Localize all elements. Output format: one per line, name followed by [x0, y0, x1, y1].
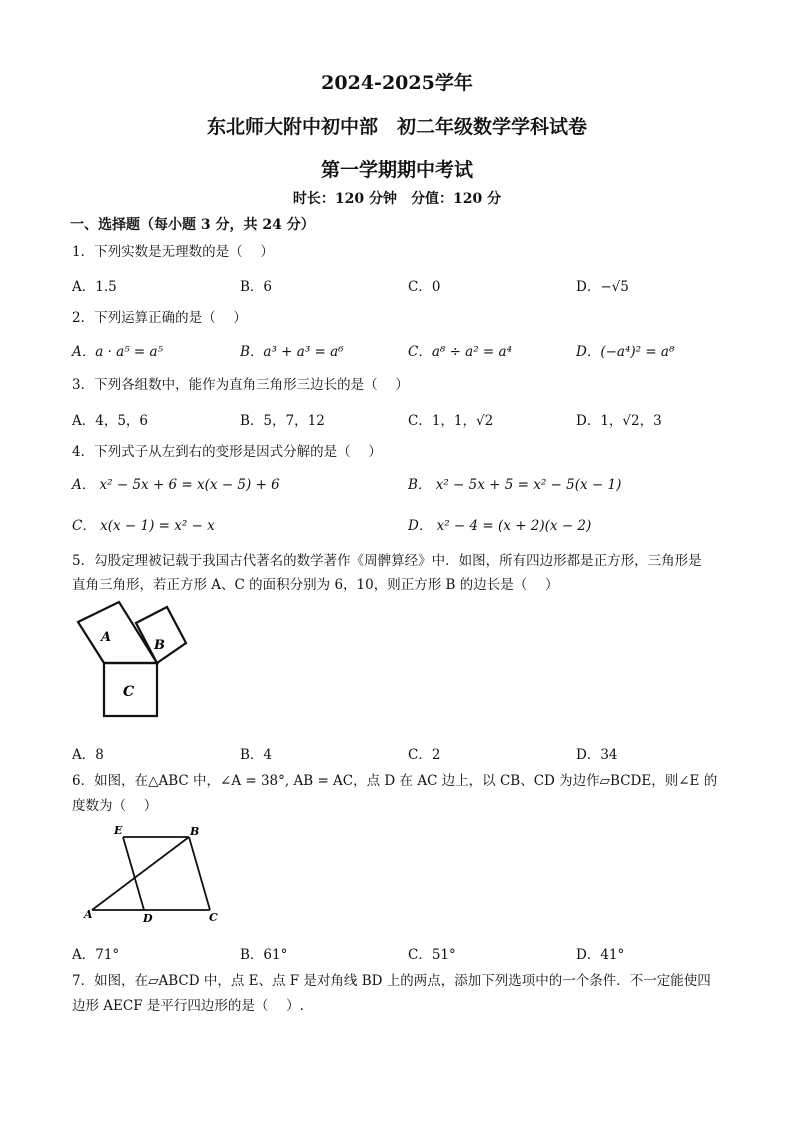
label-a: A — [84, 908, 93, 921]
q1-option-b: B．6 — [240, 279, 273, 295]
q6-option-d: D．41° — [576, 947, 625, 963]
label-e: E — [114, 824, 123, 837]
exam-meta: 时长：120 分钟 分值：120 分 — [292, 191, 502, 207]
q1-option-d: D．−√5 — [576, 279, 629, 295]
exam-title: 第一学期期中考试 — [320, 159, 473, 181]
section-heading: 一、选择题（每小题 3 分，共 24 分） — [70, 217, 315, 233]
q1-option-a: A．1.5 — [72, 279, 117, 295]
q6-parallelogram-figure — [80, 822, 230, 926]
question-6-line-2: 度数为（ ） — [72, 798, 158, 814]
segment-bc — [189, 837, 210, 910]
question-4-stem: 4．下列式子从左到右的变形是因式分解的是（ ） — [72, 444, 382, 460]
q4-option-b: B． x² − 5x + 5 = x² − 5(x − 1) — [408, 477, 622, 493]
q3-option-c: C．1，1，√2 — [408, 413, 494, 429]
label-d: D — [143, 912, 153, 925]
question-7-line-2: 边形 AECF 是平行四边形的是（ ）. — [72, 998, 304, 1014]
q6-option-c: C．51° — [408, 947, 456, 963]
question-5-line-2: 直角三角形，若正方形 A、C 的面积分别为 6，10，则正方形 B 的边长是（ ） — [72, 577, 559, 593]
label-c: C — [209, 911, 218, 924]
q1-option-c: C．0 — [408, 279, 441, 295]
q6-option-b: B．61° — [240, 947, 288, 963]
q5-option-d: D．34 — [576, 747, 618, 763]
q5-option-b: B．4 — [240, 747, 273, 763]
question-2-stem: 2．下列运算正确的是（ ） — [72, 310, 247, 326]
question-3-stem: 3．下列各组数中，能作为直角三角形三边长的是（ ） — [72, 377, 409, 393]
q4-option-d: D． x² − 4 = (x + 2)(x − 2) — [408, 518, 592, 534]
q5-option-a: A．8 — [72, 747, 104, 763]
label-b: B — [190, 825, 200, 838]
q6-option-a: A．71° — [72, 947, 120, 963]
question-5-line-1: 5．勾股定理被记载于我国古代著名的数学著作《周髀算经》中．如图，所有四边形都是正方形，三角形是 — [72, 553, 702, 569]
q5-option-c: C．2 — [408, 747, 441, 763]
label-b: B — [154, 638, 165, 653]
q2-option-c: C．a⁸ ÷ a² = a⁴ — [408, 344, 512, 360]
q3-option-d: D．1，√2，3 — [576, 413, 662, 429]
year-title: 2024-2025学年 — [321, 72, 473, 94]
q2-option-a: A．a · a⁵ = a⁵ — [72, 344, 163, 360]
question-7-line-1: 7．如图，在▱ABCD 中，点 E、点 F 是对角线 BD 上的两点，添加下列选项中的一个条件．不一定能使四 — [72, 973, 711, 989]
q3-option-a: A．4，5，6 — [72, 413, 149, 429]
label-c: C — [123, 684, 135, 700]
school-title: 东北师大附中初中部 初二年级数学学科试卷 — [206, 116, 587, 138]
q3-option-b: B．5，7，12 — [240, 413, 325, 429]
square-b — [136, 607, 186, 663]
q4-option-c: C． x(x − 1) = x² − x — [72, 518, 215, 534]
q2-option-d: D．(−a⁴)² = a⁸ — [576, 344, 675, 360]
question-1-stem: 1．下列实数是无理数的是（ ） — [72, 244, 274, 260]
label-a: A — [101, 630, 112, 645]
q2-option-b: B．a³ + a³ = a⁶ — [240, 344, 344, 360]
square-a — [78, 602, 157, 663]
question-6-line-1: 6．如图，在△ABC 中，∠A = 38°, AB = AC，点 D 在 AC 边上，以 CB、CD 为边作▱BCDE，则∠E 的 — [72, 773, 718, 789]
q4-option-a: A． x² − 5x + 6 = x(x − 5) + 6 — [72, 477, 280, 493]
q5-squares-figure — [70, 598, 190, 723]
